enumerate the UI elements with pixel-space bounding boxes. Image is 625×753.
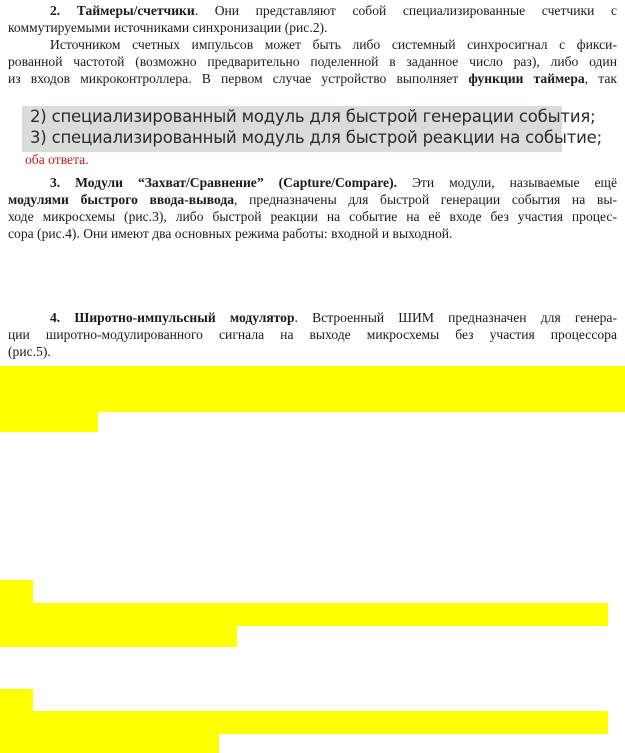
- section-2-line-5: [8, 70, 617, 87]
- section-3-line-1-rest: Эти модули, называемые ещё: [397, 175, 617, 190]
- answer-option-2: 2) специализированный модуль для быстрой генерации события;: [30, 107, 596, 126]
- fast-io-modules-term: модулями быстрого ввода-вывода: [8, 192, 235, 207]
- section-3-line-3: ходе микросхемы (рис.3), либо быстрой реакции на событие на её входе без участия процес-: [8, 209, 617, 224]
- timer-function-term: функции таймера: [468, 71, 585, 86]
- answer-option-3: 3) специализированный модуль для быстрой реакции на событие;: [30, 128, 602, 147]
- section-4-line-3: (рис.5).: [8, 344, 51, 359]
- answer-note: оба ответа.: [25, 152, 89, 167]
- highlight-block-1b: [0, 412, 98, 432]
- section-2-line-3: Источником счетных импульсов может быть либо системный синхросигнал с фикси-: [50, 37, 617, 52]
- section-3-line-1: [8, 174, 617, 191]
- section-2-title: Таймеры/счетчики: [76, 3, 195, 18]
- section-4-paragraph: [8, 309, 617, 360]
- section-3-line-2: [8, 191, 617, 208]
- section-2-line-4: рованной частотой (возможно предварительно поделенной в заданное число раз), либо один: [8, 54, 617, 69]
- section-3-title: 3. Модули “Захват/Сравнение” (Capture/Compare).: [50, 175, 397, 190]
- section-2-line-5-end: , так: [584, 71, 618, 86]
- section-2-line-1-rest: . Они представляют собой специализированные счетчики с: [194, 3, 618, 18]
- section-3-line-4: сора (рис.4). Они имеют два основных режима работы: входной и выходной.: [8, 226, 453, 241]
- section-4-line-2: ции широтно-модулированного сигнала на выходе микросхемы без участия процессора: [8, 327, 617, 342]
- section-2-number: 2.: [50, 3, 77, 18]
- section-3-paragraph: [8, 174, 617, 242]
- section-2-paragraph: [8, 2, 617, 87]
- section-4-line-1-rest: . Встроенный ШИМ предназначен для генера-: [294, 310, 617, 325]
- section-2-line-1: [8, 2, 617, 19]
- section-3-line-2-rest: , предназначены для быстрой генерации события на вы-: [234, 192, 618, 207]
- highlight-block-2b: [0, 603, 608, 626]
- highlight-block-2c: [0, 626, 237, 647]
- section-2-line-2: коммутируемыми источниками синхронизации (рис.2).: [8, 20, 328, 35]
- highlight-block-2a: [0, 580, 33, 603]
- highlight-block-1a: [0, 366, 625, 412]
- highlight-block-3b: [0, 711, 608, 734]
- highlight-block-3c: [0, 734, 219, 753]
- highlight-block-3a: [0, 689, 33, 711]
- section-4-title: 4. Широтно-импульсный модулятор: [50, 310, 295, 325]
- section-2-line-5-start: из входов микроконтроллера. В первом случае устройство выполняет: [8, 71, 469, 86]
- section-4-line-1: [8, 309, 617, 326]
